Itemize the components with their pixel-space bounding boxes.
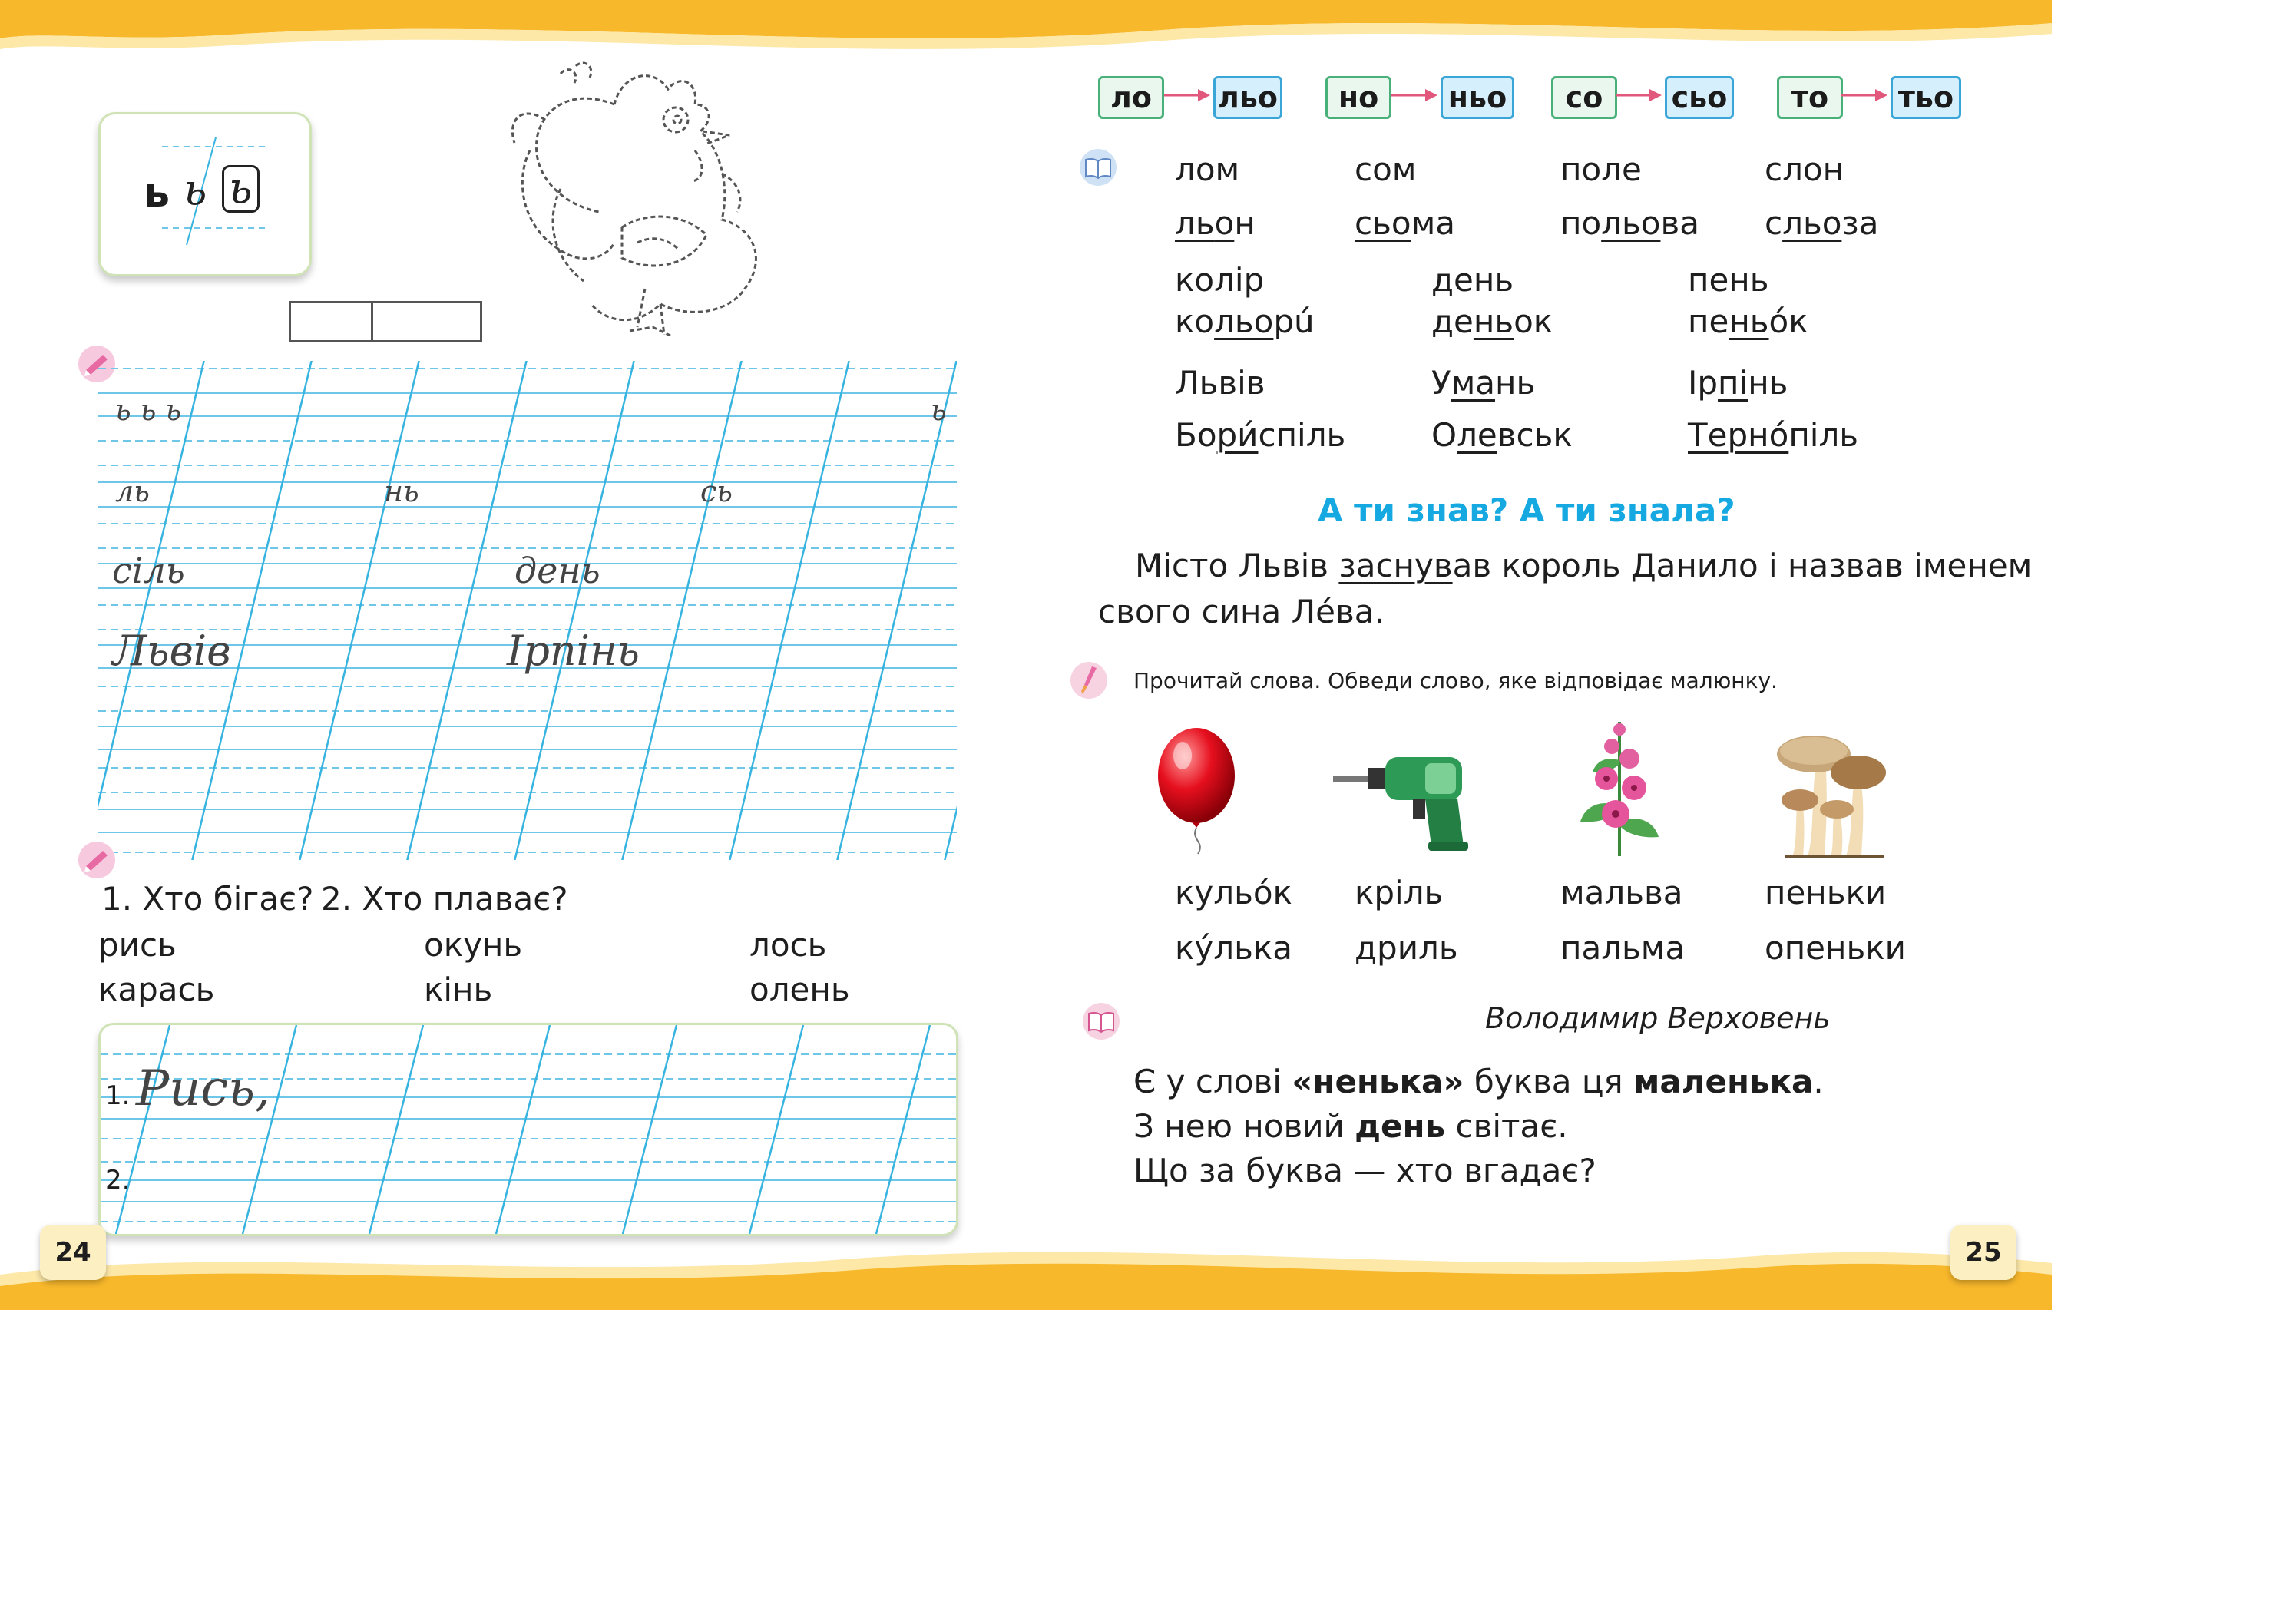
syllable-soft: льо [1213,76,1282,119]
copy-row2-item: сь [700,475,733,508]
reading-word: колір [1175,261,1265,299]
reading-word: Ірпінь [1688,364,1788,402]
picture-word[interactable]: опеньки [1765,929,1906,967]
book-reading-icon [1081,1001,1121,1041]
letter-cursive-boxed: ь [222,165,260,213]
copy-row3-item: день [514,550,600,591]
book-reading-icon [1078,147,1118,187]
reading-word: пень [1688,261,1769,299]
copy-row2-item: нь [384,475,419,508]
copy-row4-item: Ірпінь [507,627,640,675]
task-instruction: Прочитай слова. Обведи слово, яке відповідає малюнку. [1133,668,1778,693]
fact-text-line-1: Місто Львів заснував король Данило і назвав іменем [1135,547,2033,584]
word: рись [98,926,177,964]
reading-word: поле [1560,150,1642,188]
page-number-right: 25 [1950,1225,2016,1280]
picture-word[interactable]: мальва [1560,874,1683,911]
syllable-soft: ньо [1441,76,1514,119]
arrow-right-icon [1391,86,1439,104]
reading-word: Умань [1431,364,1536,402]
syllable-hard: но [1325,76,1391,119]
fact-text-line-2: свого сина Лéва. [1098,593,1385,630]
page-number-left: 24 [40,1225,106,1280]
letter-cursive: ь [184,165,207,215]
answer-line-1-number: 1. [105,1080,131,1111]
picture-word[interactable]: кріль [1355,874,1444,911]
syllable-soft: сьо [1665,76,1734,119]
reading-word: слон [1765,150,1844,188]
copy-row1-end: ь [931,393,947,427]
syllable-hard: со [1551,76,1617,119]
reading-word: лом [1175,150,1240,188]
reading-word: сьома [1355,204,1455,242]
poem-line-3: Що за буква — хто вгадає? [1133,1152,1596,1189]
reading-word: Олевськ [1431,416,1573,454]
task-question-2: 2. Хто плаває? [321,880,568,918]
letter-card [98,112,312,276]
poem-line-2: З нею новий день світає. [1133,1107,1568,1145]
answer-line-2-number: 2. [105,1165,131,1196]
picture-word[interactable]: пальма [1560,929,1686,967]
word: лось [749,926,827,964]
mushrooms-icon [1769,722,1892,860]
reading-word: польова [1560,204,1699,242]
answer-writing-box[interactable] [98,1023,958,1236]
syllable-hard: то [1777,76,1843,119]
picture-word[interactable]: кульóк [1175,874,1292,911]
poem-line-1: Є у слові «ненька» буква ця маленька. [1133,1063,1824,1100]
reading-word: деньок [1431,303,1553,340]
arrow-right-icon [1164,86,1212,104]
balloon-icon [1152,725,1244,855]
copy-row2-item: ль [115,475,150,508]
copy-row3-item: сіль [112,550,185,591]
reading-word: день [1431,261,1514,299]
copybook-lines [98,361,957,860]
picture-word[interactable]: пеньки [1765,874,1887,911]
reading-word: льон [1175,204,1256,242]
copy-row1: ь ь ь [115,393,182,427]
writing-task-icon [77,840,117,880]
reading-word: пеньóк [1688,303,1808,340]
syllable-hard: ло [1098,76,1164,119]
letter-print: ь [144,168,170,217]
word: олень [749,971,850,1008]
picture-word[interactable]: дриль [1355,929,1458,967]
word: кінь [424,971,493,1008]
syllable-soft: тьо [1891,76,1961,119]
sound-scheme-box [289,301,482,342]
rooster-outline-icon [499,58,806,350]
answer-box-lines [101,1025,956,1234]
answer-line-1-word: Рись, [136,1060,271,1117]
task-question-1: 1. Хто бігає? [101,880,314,918]
fact-title: А ти знав? А ти знала? [1318,491,1735,529]
reading-word: Львів [1175,364,1265,402]
brush-task-icon [1069,660,1109,700]
reading-word: сом [1355,150,1417,188]
drill-icon [1333,745,1471,852]
word: карась [98,971,215,1008]
reading-word: Терно́піль [1688,416,1859,454]
top-decorative-band [0,0,2052,61]
arrow-right-icon [1616,86,1663,104]
picture-word[interactable]: кýлька [1175,929,1292,967]
copy-row4-item: Львів [112,627,231,675]
arrow-right-icon [1841,86,1889,104]
reading-word: Бори́спіль [1175,416,1346,454]
reading-word: сльоза [1765,204,1879,242]
reading-word: кольорú [1175,303,1315,340]
word: окунь [424,926,523,964]
poem-author: Володимир Верховень [1485,1001,1831,1035]
mallow-flower-icon [1570,714,1669,860]
